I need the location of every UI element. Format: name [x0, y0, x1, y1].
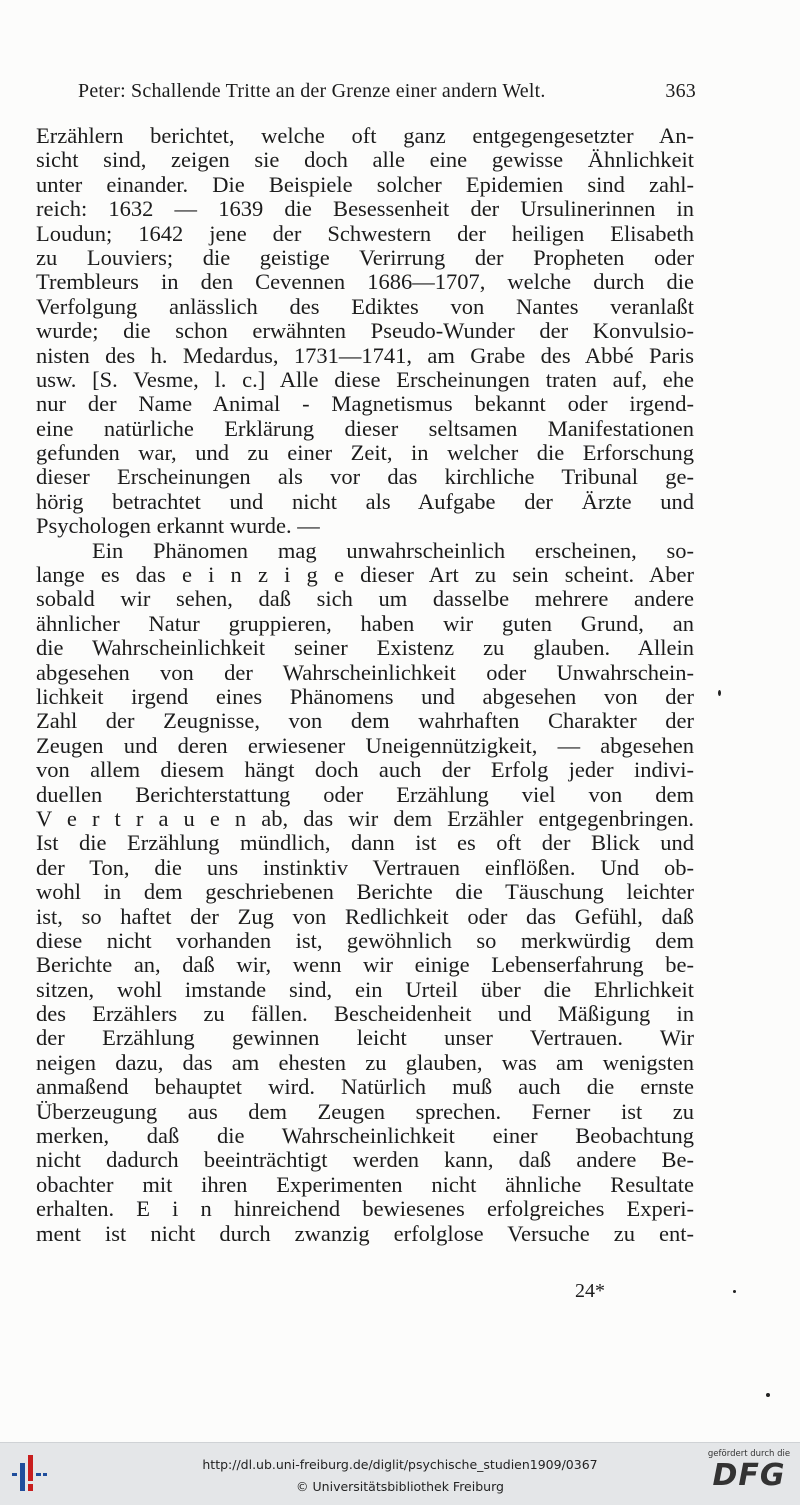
text-line: Erzählern berichtet, welche oft ganz entgegengesetzter An- — [36, 123, 694, 148]
text-line: von allem diesem hängt doch auch der Erfolg jeder indivi- — [36, 757, 694, 783]
text-line: Loudun; 1642 jene der Schwestern der heiligen Elisabeth — [36, 220, 694, 246]
text-line: unter einander. Die Beispiele solcher Epidemien sind zahl- — [36, 171, 694, 197]
text-line: dieser Erscheinungen als vor das kirchliche Tribunal ge- — [36, 464, 694, 490]
text-line: nur der Name Animal - Magnetismus bekannt oder irgend- — [36, 391, 694, 417]
running-header — [78, 80, 696, 103]
text-line: obachter mit ihren Experimenten nicht ähnliche Resultate — [36, 1171, 694, 1197]
text-line: diese nicht vorhanden ist, gewöhnlich so merkwürdig dem — [36, 927, 694, 953]
text-line: der Ton, die uns instinktiv Vertrauen einflößen. Und ob- — [36, 854, 694, 880]
text-line: ment ist nicht durch zwanzig erfolglose Versuche zu ent- — [36, 1220, 694, 1246]
text-line: hörig betrachtet und nicht als Aufgabe der Ärzte und — [36, 488, 694, 514]
text-line: sicht sind, zeigen sie doch alle eine gewisse Ähnlichkeit — [36, 147, 694, 173]
running-title: Peter: Schallende Tritte an der Grenze einer andern Welt. — [78, 80, 546, 102]
text-line: Ein Phänomen mag unwahrscheinlich erscheinen, so- — [92, 537, 694, 563]
text-line: Überzeugung aus dem Zeugen sprechen. Ferner ist zu — [36, 1098, 694, 1124]
text-line: des Erzählers zu fällen. Bescheidenheit und Mäßigung in — [36, 1001, 694, 1027]
scan-speck — [766, 1393, 770, 1397]
copyright-notice: © Universitätsbibliothek Freiburg — [296, 1479, 504, 1494]
text-line: gefunden war, und zu einer Zeit, in welcher die Erforschung — [36, 440, 694, 466]
page-number: 363 — [665, 80, 696, 102]
page-body-text — [36, 124, 694, 1246]
text-line: anmaßend behauptet wird. Natürlich muß auch die ernste — [36, 1074, 694, 1100]
text-line: nicht dadurch beeinträchtigt werden kann, daß andere Be- — [36, 1147, 694, 1173]
text-line: zu Louviers; die geistige Verirrung der Propheten oder — [36, 244, 694, 270]
text-line: erhalten. E i n hinreichend bewiesenes erfolgreiches Experi- — [36, 1196, 694, 1222]
text-line: usw. [S. Vesme, l. c.] Alle diese Erscheinungen traten auf, ehe — [36, 366, 694, 392]
text-line: merken, daß die Wahrscheinlichkeit einer Beobachtung — [36, 1123, 694, 1149]
text-line: neigen dazu, das am ehesten zu glauben, was am wenigsten — [36, 1049, 694, 1075]
text-line: sobald wir sehen, daß sich um dasselbe mehrere andere — [36, 586, 694, 612]
text-line: Verfolgung anlässlich des Ediktes von Nantes veranlaßt — [36, 293, 694, 319]
text-line: ist, so haftet der Zug von Redlichkeit oder das Gefühl, daß — [36, 903, 694, 929]
text-line: V e r t r a u e n ab, das wir dem Erzähler entgegenbringen. — [36, 805, 694, 831]
scan-speck — [718, 690, 721, 696]
signature-mark: 24* — [575, 1280, 605, 1302]
text-line: sitzen, wohl imstande sind, ein Urteil über die Ehrlichkeit — [36, 976, 694, 1002]
text-line: Zeugen und deren erwiesener Uneigennützigkeit, — abgesehen — [36, 732, 694, 758]
text-line: Berichte an, daß wir, wenn wir einige Lebenserfahrung be- — [36, 952, 694, 978]
text-line: wohl in dem geschriebenen Berichte die Täuschung leichter — [36, 879, 694, 905]
text-line: Zahl der Zeugnisse, von dem wahrhaften Charakter der — [36, 708, 694, 734]
text-line: eine natürliche Erklärung dieser seltsamen Manifestationen — [36, 415, 694, 441]
text-line: duellen Berichterstattung oder Erzählung viel von dem — [36, 781, 694, 807]
text-line: reich: 1632 — 1639 die Besessenheit der Ursulinerinnen in — [36, 196, 694, 222]
text-line: Psychologen erkannt wurde. — — [36, 513, 320, 539]
text-line: lange es das e i n z i g e dieser Art zu sein scheint. Aber — [36, 562, 694, 588]
dfg-funded-by-label: gefördert durch die — [707, 1449, 791, 1459]
text-line: die Wahrscheinlichkeit seiner Existenz zu glauben. Allein — [36, 635, 694, 661]
text-line: der Erzählung gewinnen leicht unser Vertrauen. Wir — [36, 1025, 694, 1051]
dfg-logo[interactable] — [706, 1449, 792, 1501]
scan-speck — [733, 1290, 736, 1293]
text-line: nisten des h. Medardus, 1731—1741, am Grabe des Abbé Paris — [36, 342, 694, 368]
text-line: wurde; die schon erwähnten Pseudo-Wunder der Konvulsio- — [36, 318, 694, 344]
document-url-link[interactable]: http://dl.ub.uni-freiburg.de/diglit/psychische_studien1909/0367 — [202, 1457, 598, 1472]
viewer-footer-bar — [0, 1442, 800, 1505]
text-line: abgesehen von der Wahrscheinlichkeit oder Unwahrschein- — [36, 659, 694, 685]
text-line: Ist die Erzählung mündlich, dann ist es oft der Blick und — [36, 830, 694, 856]
text-line: lichkeit irgend eines Phänomens und abgesehen von der — [36, 683, 694, 709]
text-line: ähnlicher Natur gruppieren, haben wir guten Grund, an — [36, 610, 694, 636]
text-line: Trembleurs in den Cevennen 1686—1707, welche durch die — [36, 269, 694, 295]
dfg-logo-text: DFG — [712, 1458, 786, 1493]
